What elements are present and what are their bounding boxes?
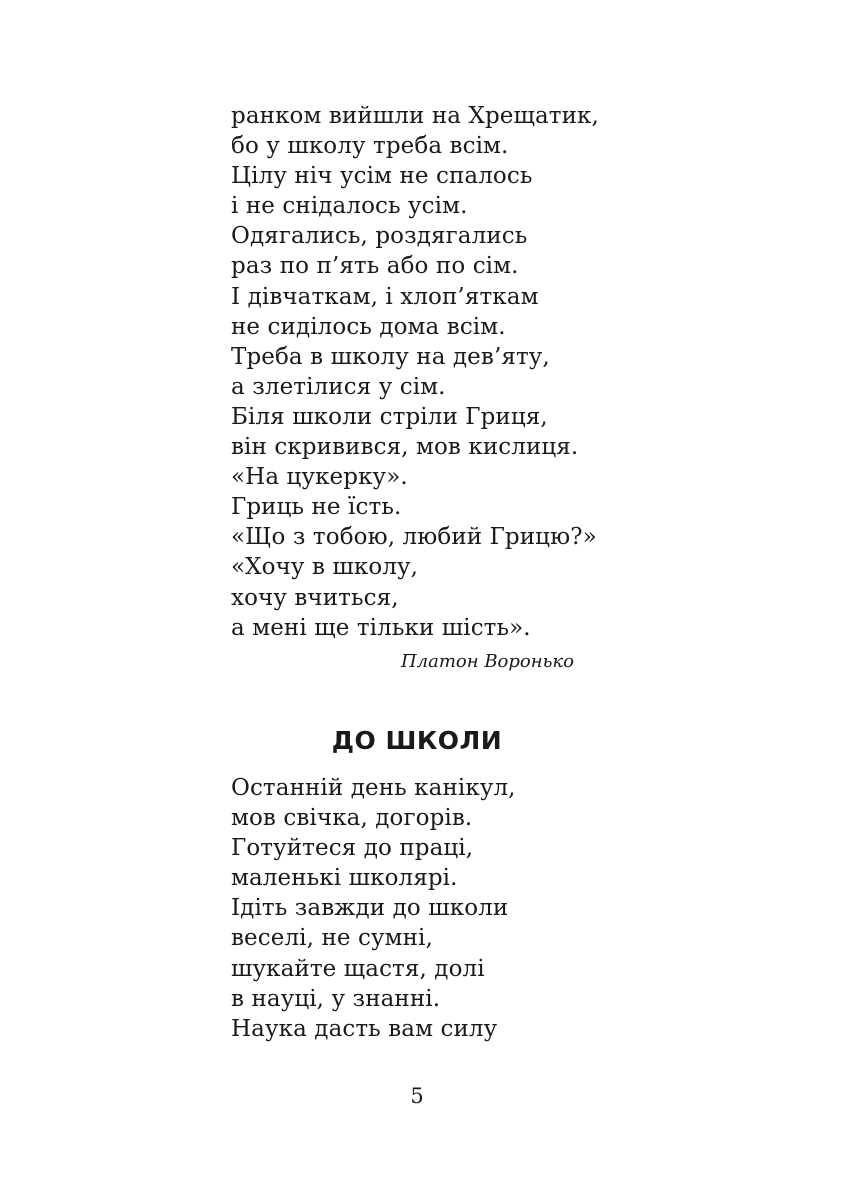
poem-line: Ідіть завжди до школи [231, 895, 509, 922]
poem-title: ДО ШКОЛИ [331, 726, 503, 755]
poem-line: а злетілися у сім. [231, 373, 446, 400]
poem-line: «На цукерку». [231, 464, 408, 491]
poem-line: Гриць не їсть. [231, 494, 402, 521]
poem-line: Треба в школу на дев’яту, [231, 343, 550, 370]
poem-line: Останній день канікул, [231, 775, 516, 801]
poem-line: «Що з тобою, любий Грицю?» [231, 524, 597, 551]
poem-line: а мені ще тільки шість». [231, 614, 531, 641]
poem-line: «Хочу в школу, [231, 554, 419, 581]
poem-line: веселі, не сумні, [231, 925, 433, 952]
poem-continuation [231, 101, 599, 643]
poem-line: маленькі школярі. [231, 865, 458, 892]
poem-line: не сиділось дома всім. [231, 313, 506, 340]
poem-line: Одягались, роздягались [231, 223, 528, 250]
poem-line: мов свічка, догорів. [231, 805, 473, 832]
poem-line: бо у школу треба всім. [231, 133, 509, 160]
poem-body [231, 773, 516, 1044]
poem-author: Платон Воронько [400, 651, 574, 672]
poem-line: Цілу ніч усім не спалось [231, 163, 533, 190]
poem-line: ранком вийшли на Хрещатик, [231, 103, 599, 129]
poem-line: і не снідалось усім. [231, 193, 468, 220]
poem-line: шукайте щастя, долі [231, 955, 485, 982]
page-number: 5 [410, 1084, 424, 1108]
poem-line: Біля школи стріли Гриця, [231, 403, 548, 430]
poem-line: хочу вчиться, [231, 584, 399, 611]
poem-line: Готуйтеся до праці, [231, 835, 474, 862]
poem-line: в науці, у знанні. [231, 985, 441, 1012]
poem-line: раз по п’ять або по сім. [231, 253, 519, 280]
poem-line: І дівчаткам, і хлоп’яткам [231, 283, 539, 310]
poem-line: він скривився, мов кислиця. [231, 434, 579, 461]
poem-line: Наука дасть вам силу [231, 1015, 498, 1042]
